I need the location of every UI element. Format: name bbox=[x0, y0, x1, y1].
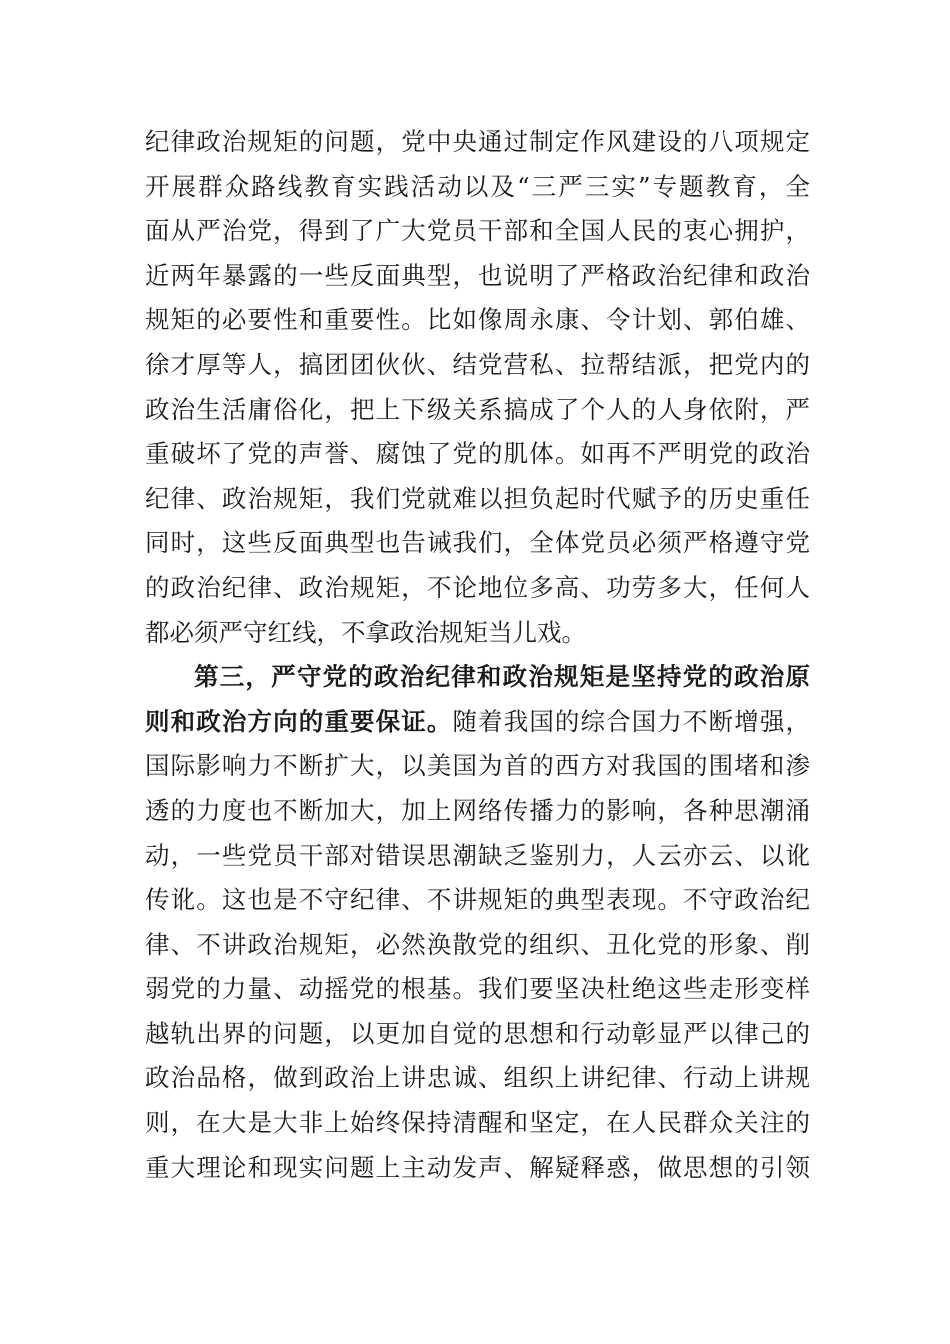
text-segment: 透的力度也不断加大，加上网络传播力的影响，各种思潮涌 bbox=[145, 795, 810, 825]
text-segment: 近两年暴露的一些反面典型，也说明了严格政治纪律和政治 bbox=[145, 260, 810, 290]
text-segment: 都必须严守红线，不拿政治规矩当儿戏。 bbox=[145, 617, 586, 647]
text-segment: 面从严治党，得到了广大党员干部和全国人民的衷心拥护， bbox=[145, 216, 810, 246]
text-line bbox=[145, 165, 810, 210]
text-segment: 重破坏了党的声誉、腐蚀了党的肌体。如再不严明党的政治 bbox=[145, 439, 810, 469]
text-line bbox=[145, 655, 810, 700]
text-segment: 越轨出界的问题，以更加自觉的思想和行动彰显严以律己的 bbox=[145, 1018, 810, 1048]
text-segment: 政治生活庸俗化，把上下级关系搞成了个人的人身依附，严 bbox=[145, 394, 810, 424]
text-line bbox=[145, 1101, 810, 1146]
text-segment: 动，一些党员干部对错误思潮缺乏鉴别力，人云亦云、以讹 bbox=[145, 840, 810, 870]
bold-heading-text: 第三，严守党的政治纪律和政治规矩是坚持党的政治原 bbox=[194, 662, 810, 692]
text-segment: 随着我国的综合国力不断增强， bbox=[452, 706, 811, 736]
bold-heading-text: 则和政治方向的重要保证。 bbox=[145, 706, 453, 736]
text-segment: 律、不讲政治规矩，必然涣散党的组织、丑化党的形象、削 bbox=[145, 929, 810, 959]
text-line bbox=[145, 789, 810, 834]
text-segment: 纪律、政治规矩，我们党就难以担负起时代赋予的历史重任 bbox=[145, 483, 810, 513]
text-line bbox=[145, 120, 810, 165]
text-line bbox=[145, 209, 810, 254]
text-line bbox=[145, 967, 810, 1012]
text-line bbox=[145, 834, 810, 879]
text-segment: 纪律政治规矩的问题，党中央通过制定作风建设的八项规定 bbox=[145, 127, 810, 156]
text-line bbox=[145, 388, 810, 433]
text-line bbox=[145, 923, 810, 968]
text-segment: 同时，这些反面典型也告诫我们，全体党员必须严格遵守党 bbox=[145, 528, 810, 558]
text-line bbox=[145, 521, 810, 566]
text-segment: 重大理论和现实问题上主动发声、解疑释惑，做思想的引领 bbox=[145, 1152, 810, 1182]
paragraph bbox=[145, 120, 810, 655]
text-segment: 徐才厚等人，搞团团伙伙、结党营私、拉帮结派，把党内的 bbox=[145, 349, 810, 379]
text-segment: 弱党的力量、动摇党的根基。我们要坚决杜绝这些走形变样 bbox=[145, 974, 810, 1004]
text-segment: 政治品格，做到政治上讲忠诚、组织上讲纪律、行动上讲规 bbox=[145, 1063, 810, 1093]
body-text bbox=[145, 120, 810, 1190]
text-line bbox=[145, 1056, 810, 1101]
text-line bbox=[145, 700, 810, 745]
text-line bbox=[145, 744, 810, 789]
text-segment: 国际影响力不断扩大，以美国为首的西方对我国的围堵和渗 bbox=[145, 751, 810, 781]
text-segment: 传讹。这也是不守纪律、不讲规矩的典型表现。不守政治纪 bbox=[145, 885, 810, 915]
text-line bbox=[145, 1146, 810, 1191]
text-segment: 规矩的必要性和重要性。比如像周永康、令计划、郭伯雄、 bbox=[145, 305, 810, 335]
text-line bbox=[145, 1012, 810, 1057]
text-line bbox=[145, 878, 810, 923]
text-line bbox=[145, 477, 810, 522]
text-line bbox=[145, 432, 810, 477]
text-segment: 开展群众路线教育实践活动以及“三严三实”专题教育，全 bbox=[145, 171, 810, 201]
text-line bbox=[145, 611, 810, 656]
text-line bbox=[145, 254, 810, 299]
paragraph bbox=[145, 655, 810, 1190]
text-line bbox=[145, 343, 810, 388]
text-line bbox=[145, 298, 810, 343]
text-segment: 的政治纪律、政治规矩，不论地位多高、功劳多大，任何人 bbox=[145, 572, 810, 602]
text-segment: 则，在大是大非上始终保持清醒和坚定，在人民群众关注的 bbox=[145, 1108, 810, 1138]
text-line bbox=[145, 566, 810, 611]
